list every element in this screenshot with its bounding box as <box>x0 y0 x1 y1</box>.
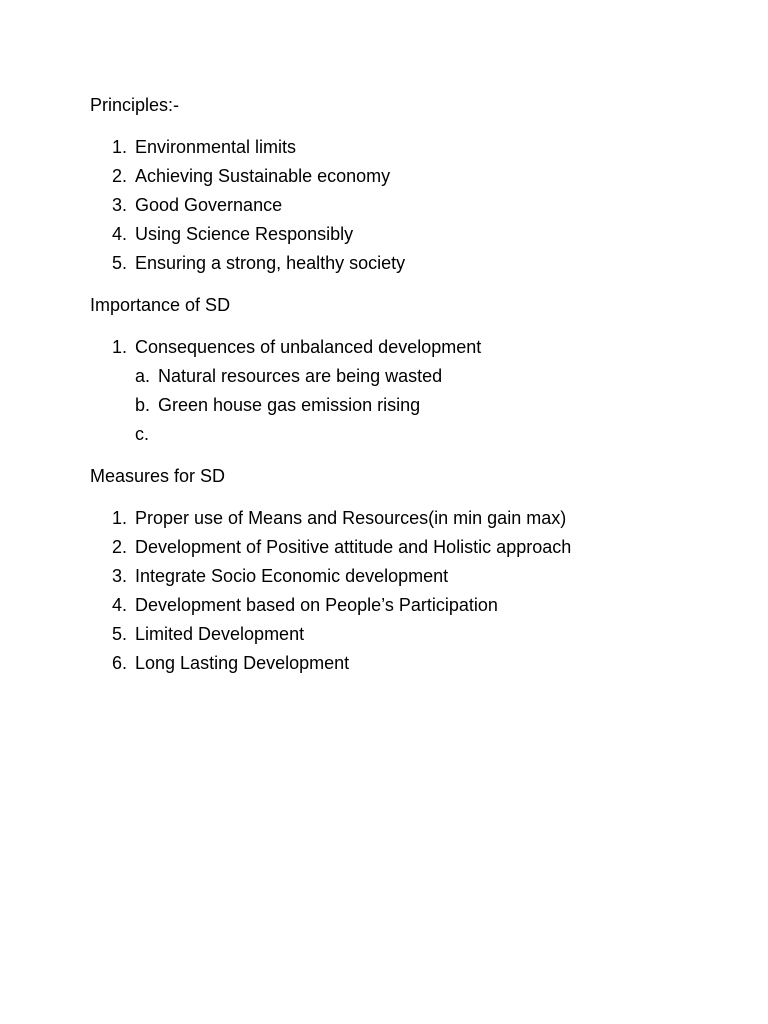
numbered-list <box>90 333 768 449</box>
numbered-list <box>90 133 768 278</box>
section-measures <box>90 462 768 678</box>
list-item <box>90 562 768 591</box>
list-item <box>90 162 768 191</box>
list-number: 3. <box>112 195 128 215</box>
list-item <box>90 533 768 562</box>
list-item-text: Development of Positive attitude and Holistic approach <box>135 537 572 557</box>
list-item-text: Ensuring a strong, healthy society <box>135 253 406 273</box>
list-item <box>90 504 768 533</box>
numbered-list <box>90 504 768 678</box>
sub-list-item-text: Green house gas emission rising <box>158 395 421 415</box>
list-number: 5. <box>112 253 128 273</box>
section-heading: Principles:- <box>90 95 180 115</box>
sub-list-item <box>90 391 768 420</box>
list-number: 4. <box>112 595 128 615</box>
list-item <box>90 133 768 162</box>
list-item-text: Environmental limits <box>135 137 297 157</box>
list-item-text: Development based on People’s Participation <box>135 595 498 615</box>
list-item <box>90 620 768 649</box>
list-item-text: Proper use of Means and Resources(in min gain max) <box>135 508 567 528</box>
sub-list-item <box>90 420 768 449</box>
list-number: 3. <box>112 566 128 586</box>
list-number: 1. <box>112 337 128 357</box>
lettered-sub-list <box>90 362 768 449</box>
sub-list-letter: a. <box>135 366 151 386</box>
list-item-text: Integrate Socio Economic development <box>135 566 449 586</box>
list-item <box>90 333 768 362</box>
list-item-text: Achieving Sustainable economy <box>135 166 391 186</box>
list-number: 6. <box>112 653 128 673</box>
sub-list-container <box>90 362 768 449</box>
list-item-text: Consequences of unbalanced development <box>135 337 482 357</box>
section-principles <box>90 91 768 278</box>
section-heading: Importance of SD <box>90 295 231 315</box>
list-number: 5. <box>112 624 128 644</box>
list-item-text: Good Governance <box>135 195 283 215</box>
sub-list-item <box>90 362 768 391</box>
list-item-text: Long Lasting Development <box>135 653 350 673</box>
list-number: 2. <box>112 537 128 557</box>
sub-list-letter: c. <box>135 424 150 444</box>
list-item <box>90 191 768 220</box>
section-importance <box>90 291 768 449</box>
sub-list-item-text: Natural resources are being wasted <box>158 366 443 386</box>
list-item <box>90 220 768 249</box>
list-item <box>90 649 768 678</box>
section-heading: Measures for SD <box>90 466 226 486</box>
list-item-text: Using Science Responsibly <box>135 224 354 244</box>
list-item-text: Limited Development <box>135 624 305 644</box>
sub-list-letter: b. <box>135 395 151 415</box>
list-number: 2. <box>112 166 128 186</box>
list-number: 4. <box>112 224 128 244</box>
list-number: 1. <box>112 508 128 528</box>
list-item <box>90 591 768 620</box>
list-item <box>90 249 768 278</box>
list-number: 1. <box>112 137 128 157</box>
